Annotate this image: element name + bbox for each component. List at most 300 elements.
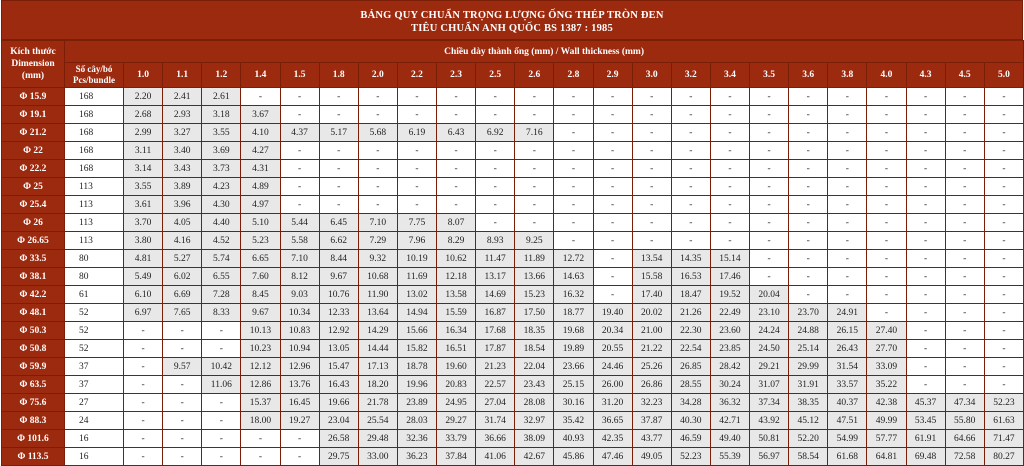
weight-cell: 52.23 (671, 448, 710, 466)
weight-cell: 9.67 (319, 268, 358, 286)
weight-cell: 47.51 (828, 412, 867, 430)
weight-cell: - (671, 160, 710, 178)
weight-cell: - (710, 160, 749, 178)
weight-cell: - (280, 106, 319, 124)
weight-cell: 27.70 (867, 340, 906, 358)
thickness-col-header: 4.0 (867, 63, 906, 88)
weight-cell: 8.93 (476, 232, 515, 250)
weight-cell: - (476, 214, 515, 232)
weight-cell: 30.24 (710, 376, 749, 394)
weight-cell: 33.09 (867, 358, 906, 376)
weight-cell: 31.54 (828, 358, 867, 376)
weight-cell: - (906, 142, 945, 160)
weight-cell: 43.92 (750, 412, 789, 430)
weight-cell: 37.87 (632, 412, 671, 430)
weight-cell: 16.87 (476, 304, 515, 322)
pcs-bundle-cell: 113 (65, 196, 124, 214)
weight-cell: 4.81 (124, 250, 163, 268)
weight-cell: 13.64 (358, 304, 397, 322)
pcs-bundle-cell: 24 (65, 412, 124, 430)
weight-cell: 30.16 (554, 394, 593, 412)
weight-cell: - (789, 250, 828, 268)
weight-cell: - (632, 106, 671, 124)
pcs-bundle-cell: 113 (65, 214, 124, 232)
weight-cell: - (397, 106, 436, 124)
weight-cell: 22.54 (671, 340, 710, 358)
weight-cell: - (984, 178, 1023, 196)
weight-cell: 40.93 (554, 430, 593, 448)
weight-cell: - (280, 88, 319, 106)
weight-cell: - (515, 106, 554, 124)
weight-cell: 33.79 (437, 430, 476, 448)
weight-cell: 29.75 (319, 448, 358, 466)
weight-cell: - (593, 286, 632, 304)
weight-cell: 10.13 (241, 322, 280, 340)
weight-cell: - (710, 178, 749, 196)
weight-cell: - (945, 250, 984, 268)
table-row (2, 322, 1024, 340)
pcs-bundle-cell: 37 (65, 358, 124, 376)
weight-cell: - (984, 358, 1023, 376)
weight-cell: - (437, 142, 476, 160)
weight-cell: - (163, 412, 202, 430)
weight-cell: - (202, 340, 241, 358)
weight-cell: - (828, 214, 867, 232)
weight-cell: 2.41 (163, 88, 202, 106)
weight-cell: 3.18 (202, 106, 241, 124)
dimension-cell: Φ 50.3 (2, 322, 65, 340)
weight-cell: 17.46 (710, 268, 749, 286)
weight-cell: - (358, 88, 397, 106)
weight-cell: - (906, 304, 945, 322)
table-row (2, 430, 1024, 448)
weight-cell: 33.57 (828, 376, 867, 394)
weight-cell: 12.72 (554, 250, 593, 268)
weight-cell: - (593, 124, 632, 142)
dimension-cell: Φ 15.9 (2, 88, 65, 106)
weight-cell: - (828, 286, 867, 304)
weight-cell: 13.05 (319, 340, 358, 358)
dimension-cell: Φ 38.1 (2, 268, 65, 286)
weight-cell: 3.55 (202, 124, 241, 142)
dimension-cell: Φ 50.8 (2, 340, 65, 358)
weight-cell: - (397, 160, 436, 178)
weight-cell: 13.02 (397, 286, 436, 304)
weight-cell: 26.85 (671, 358, 710, 376)
weight-cell: 5.10 (241, 214, 280, 232)
weight-cell: - (632, 196, 671, 214)
weight-cell: - (241, 448, 280, 466)
weight-cell: - (789, 232, 828, 250)
weight-cell: - (632, 178, 671, 196)
weight-cell: 29.48 (358, 430, 397, 448)
weight-cell: - (124, 322, 163, 340)
weight-cell: 61.68 (828, 448, 867, 466)
weight-cell: - (124, 376, 163, 394)
weight-cell: 10.62 (437, 250, 476, 268)
table-row (2, 178, 1024, 196)
weight-cell: 43.77 (632, 430, 671, 448)
weight-cell: 49.05 (632, 448, 671, 466)
weight-cell: - (515, 160, 554, 178)
weight-cell: - (789, 196, 828, 214)
weight-cell: - (789, 286, 828, 304)
weight-cell: - (984, 106, 1023, 124)
weight-cell: - (750, 160, 789, 178)
weight-cell: - (437, 196, 476, 214)
weight-cell: 8.07 (437, 214, 476, 232)
dimension-cell: Φ 22 (2, 142, 65, 160)
weight-cell: - (319, 88, 358, 106)
weight-cell: - (554, 232, 593, 250)
weight-cell: 24.46 (593, 358, 632, 376)
weight-cell: 57.77 (867, 430, 906, 448)
weight-cell: 7.96 (397, 232, 436, 250)
thickness-col-header: 2.2 (397, 63, 436, 88)
weight-cell: 5.27 (163, 250, 202, 268)
weight-cell: - (671, 214, 710, 232)
weight-cell: 11.06 (202, 376, 241, 394)
weight-cell: - (906, 340, 945, 358)
weight-cell: 80.27 (984, 448, 1023, 466)
weight-cell: - (437, 160, 476, 178)
weight-cell: - (945, 106, 984, 124)
weight-cell: 18.78 (397, 358, 436, 376)
weight-cell: - (671, 142, 710, 160)
weight-cell: 37.34 (750, 394, 789, 412)
weight-cell: 28.08 (515, 394, 554, 412)
weight-cell: 16.45 (280, 394, 319, 412)
weight-cell: 3.14 (124, 160, 163, 178)
weight-cell: 10.76 (319, 286, 358, 304)
weight-cell: - (867, 142, 906, 160)
weight-cell: 23.70 (789, 304, 828, 322)
pcs-bundle-cell: 168 (65, 124, 124, 142)
weight-cell: 6.02 (163, 268, 202, 286)
weight-cell: 18.00 (241, 412, 280, 430)
weight-cell: - (906, 358, 945, 376)
weight-cell: - (710, 88, 749, 106)
title-banner (1, 0, 1023, 40)
weight-cell: 20.83 (437, 376, 476, 394)
weight-cell: 6.45 (319, 214, 358, 232)
weight-cell: - (789, 142, 828, 160)
weight-cell: 19.40 (593, 304, 632, 322)
weight-cell: 4.30 (202, 196, 241, 214)
pcs-bundle-cell: 113 (65, 232, 124, 250)
weight-cell: - (945, 340, 984, 358)
weight-cell: 2.20 (124, 88, 163, 106)
weight-cell: 8.44 (319, 250, 358, 268)
weight-cell: - (906, 214, 945, 232)
weight-cell: - (867, 214, 906, 232)
weight-cell: 26.15 (828, 322, 867, 340)
weight-cell: 36.23 (397, 448, 436, 466)
table-row (2, 88, 1024, 106)
weight-cell: - (789, 160, 828, 178)
weight-cell: 26.00 (593, 376, 632, 394)
weight-cell: - (593, 196, 632, 214)
weight-cell: 13.17 (476, 268, 515, 286)
weight-cell: - (906, 160, 945, 178)
weight-cell: 5.68 (358, 124, 397, 142)
weight-cell: 10.34 (280, 304, 319, 322)
weight-cell: - (397, 88, 436, 106)
weight-cell: - (828, 196, 867, 214)
title-line-1: BẢNG QUY CHUẨN TRỌNG LƯỢNG ỐNG THÉP TRÒN ĐEN (360, 10, 664, 21)
weight-cell: 18.47 (671, 286, 710, 304)
weight-cell: 3.67 (241, 106, 280, 124)
weight-cell: - (358, 142, 397, 160)
weight-cell: 23.85 (710, 340, 749, 358)
table-row (2, 232, 1024, 250)
weight-cell: - (750, 232, 789, 250)
weight-cell: - (828, 106, 867, 124)
weight-cell: 31.91 (789, 376, 828, 394)
weight-cell: - (632, 142, 671, 160)
weight-cell: - (163, 430, 202, 448)
weight-cell: 3.55 (124, 178, 163, 196)
weight-cell: - (867, 232, 906, 250)
weight-cell: 6.69 (163, 286, 202, 304)
thickness-col-header: 4.5 (945, 63, 984, 88)
weight-cell: 4.23 (202, 178, 241, 196)
weight-cell: 7.16 (515, 124, 554, 142)
weight-cell: 29.27 (437, 412, 476, 430)
weight-cell: 13.58 (437, 286, 476, 304)
weight-cell: - (828, 268, 867, 286)
weight-cell: - (515, 178, 554, 196)
weight-cell: 25.14 (789, 340, 828, 358)
weight-cell: 15.47 (319, 358, 358, 376)
weight-cell: 4.16 (163, 232, 202, 250)
weight-cell: - (945, 178, 984, 196)
title-line-2: TIÊU CHUẨN ANH QUỐC BS 1387 : 1985 (411, 23, 613, 34)
weight-cell: - (710, 124, 749, 142)
weight-cell: 14.69 (476, 286, 515, 304)
weight-cell: 24.88 (789, 322, 828, 340)
weight-cell: - (867, 106, 906, 124)
weight-cell: 12.92 (319, 322, 358, 340)
table-row (2, 376, 1024, 394)
pcs-bundle-cell: 52 (65, 340, 124, 358)
weight-cell: 47.34 (945, 394, 984, 412)
pcs-bundle-cell: 80 (65, 268, 124, 286)
weight-cell: 33.00 (358, 448, 397, 466)
weight-cell: - (828, 250, 867, 268)
weight-cell: 31.20 (593, 394, 632, 412)
weight-cell: - (437, 106, 476, 124)
weight-cell: 2.68 (124, 106, 163, 124)
weight-cell: - (867, 304, 906, 322)
weight-cell: 17.13 (358, 358, 397, 376)
table-row (2, 106, 1024, 124)
weight-cell: - (476, 160, 515, 178)
weight-cell: - (163, 322, 202, 340)
weight-cell: 3.27 (163, 124, 202, 142)
dimension-cell: Φ 42.2 (2, 286, 65, 304)
table-row (2, 304, 1024, 322)
weight-cell: 26.58 (319, 430, 358, 448)
table-row (2, 214, 1024, 232)
table-row (2, 268, 1024, 286)
weight-cell: - (906, 232, 945, 250)
weight-cell: 12.18 (437, 268, 476, 286)
pcs-bundle-cell: 52 (65, 322, 124, 340)
weight-cell: 11.89 (515, 250, 554, 268)
table-row (2, 358, 1024, 376)
table-body (2, 88, 1024, 466)
weight-cell: 9.25 (515, 232, 554, 250)
weight-cell: 28.42 (710, 358, 749, 376)
weight-cell: 6.43 (437, 124, 476, 142)
weight-cell: - (397, 178, 436, 196)
thickness-col-header: 3.8 (828, 63, 867, 88)
weight-cell: 6.65 (241, 250, 280, 268)
dimension-cell: Φ 22.2 (2, 160, 65, 178)
weight-cell: - (280, 448, 319, 466)
weight-cell: - (671, 106, 710, 124)
weight-cell: 36.65 (593, 412, 632, 430)
weight-cell: 54.99 (828, 430, 867, 448)
weight-cell: 29.21 (750, 358, 789, 376)
weight-cell: 22.49 (710, 304, 749, 322)
dimension-cell: Φ 19.1 (2, 106, 65, 124)
weight-cell: - (750, 268, 789, 286)
weight-cell: - (554, 142, 593, 160)
weight-cell: 28.03 (397, 412, 436, 430)
dimension-cell: Φ 25 (2, 178, 65, 196)
weight-cell: 13.76 (280, 376, 319, 394)
table-row (2, 412, 1024, 430)
weight-cell: - (241, 430, 280, 448)
weight-cell: 5.23 (241, 232, 280, 250)
weight-cell: 2.99 (124, 124, 163, 142)
weight-cell: - (202, 322, 241, 340)
weight-cell: 50.81 (750, 430, 789, 448)
weight-cell: 26.43 (828, 340, 867, 358)
weight-cell: - (632, 214, 671, 232)
weight-cell: - (710, 196, 749, 214)
thickness-col-header: 3.2 (671, 63, 710, 88)
pcs-bundle-cell: 168 (65, 142, 124, 160)
thickness-col-header: 2.8 (554, 63, 593, 88)
weight-cell: - (945, 124, 984, 142)
weight-cell: 56.97 (750, 448, 789, 466)
weight-cell: 55.80 (945, 412, 984, 430)
weight-cell: 21.00 (632, 322, 671, 340)
weight-cell: - (671, 232, 710, 250)
weight-cell: - (710, 106, 749, 124)
weight-cell: - (554, 106, 593, 124)
weight-cell: - (163, 448, 202, 466)
weight-cell: 19.96 (397, 376, 436, 394)
weight-cell: 21.23 (476, 358, 515, 376)
weight-cell: - (124, 412, 163, 430)
table-row (2, 394, 1024, 412)
weight-cell: - (476, 106, 515, 124)
pcs-bundle-cell: 168 (65, 160, 124, 178)
weight-cell: 2.93 (163, 106, 202, 124)
pcs-bundle-cell: 61 (65, 286, 124, 304)
weight-cell: - (828, 124, 867, 142)
table-row (2, 286, 1024, 304)
dimension-header: Kích thước Dimension (mm) (2, 41, 65, 88)
pcs-bundle-cell: 80 (65, 250, 124, 268)
weight-cell: 23.10 (750, 304, 789, 322)
weight-cell: - (945, 88, 984, 106)
table-row (2, 124, 1024, 142)
weight-cell: - (750, 196, 789, 214)
weight-cell: 31.74 (476, 412, 515, 430)
weight-cell: 45.86 (554, 448, 593, 466)
weight-cell: 42.38 (867, 394, 906, 412)
weight-cell: 4.97 (241, 196, 280, 214)
weight-cell: - (906, 106, 945, 124)
weight-cell: - (671, 196, 710, 214)
weight-cell: 15.37 (241, 394, 280, 412)
pcs-bundle-cell: 16 (65, 448, 124, 466)
weight-cell: - (906, 376, 945, 394)
weight-cell: 6.10 (124, 286, 163, 304)
weight-cell: - (984, 286, 1023, 304)
weight-cell: 61.91 (906, 430, 945, 448)
weight-cell: 8.33 (202, 304, 241, 322)
weight-cell: 19.68 (554, 322, 593, 340)
weight-cell: - (750, 250, 789, 268)
weight-cell: 7.29 (358, 232, 397, 250)
weight-cell: - (358, 196, 397, 214)
pcs-bundle-cell: 168 (65, 88, 124, 106)
weight-cell: 16.51 (437, 340, 476, 358)
weight-cell: 8.12 (280, 268, 319, 286)
weight-cell: - (632, 88, 671, 106)
weight-cell: - (906, 88, 945, 106)
weight-cell: 21.26 (671, 304, 710, 322)
weight-cell: 7.60 (241, 268, 280, 286)
pcs-bundle-cell: 16 (65, 430, 124, 448)
weight-cell: - (593, 88, 632, 106)
weight-cell: - (593, 178, 632, 196)
weight-cell: 32.23 (632, 394, 671, 412)
weight-cell: - (867, 250, 906, 268)
weight-cell: - (437, 178, 476, 196)
weight-cell: 5.74 (202, 250, 241, 268)
weight-cell: - (476, 178, 515, 196)
weight-cell: - (789, 178, 828, 196)
weight-cell: - (945, 160, 984, 178)
weight-cell: 6.97 (124, 304, 163, 322)
weight-cell: - (397, 196, 436, 214)
weight-cell: - (476, 88, 515, 106)
weight-cell: - (984, 142, 1023, 160)
weight-cell: - (163, 340, 202, 358)
weight-cell: 3.80 (124, 232, 163, 250)
thickness-col-header: 2.0 (358, 63, 397, 88)
weight-cell: 69.48 (906, 448, 945, 466)
weight-cell: - (984, 376, 1023, 394)
weight-cell: - (280, 196, 319, 214)
weight-cell: 64.81 (867, 448, 906, 466)
weight-cell: 24.50 (750, 340, 789, 358)
weight-cell: - (750, 124, 789, 142)
dimension-cell: Φ 75.6 (2, 394, 65, 412)
weight-cell: - (554, 88, 593, 106)
thickness-col-header: 3.6 (789, 63, 828, 88)
thickness-col-header: 1.5 (280, 63, 319, 88)
weight-cell: - (202, 412, 241, 430)
table-row (2, 160, 1024, 178)
